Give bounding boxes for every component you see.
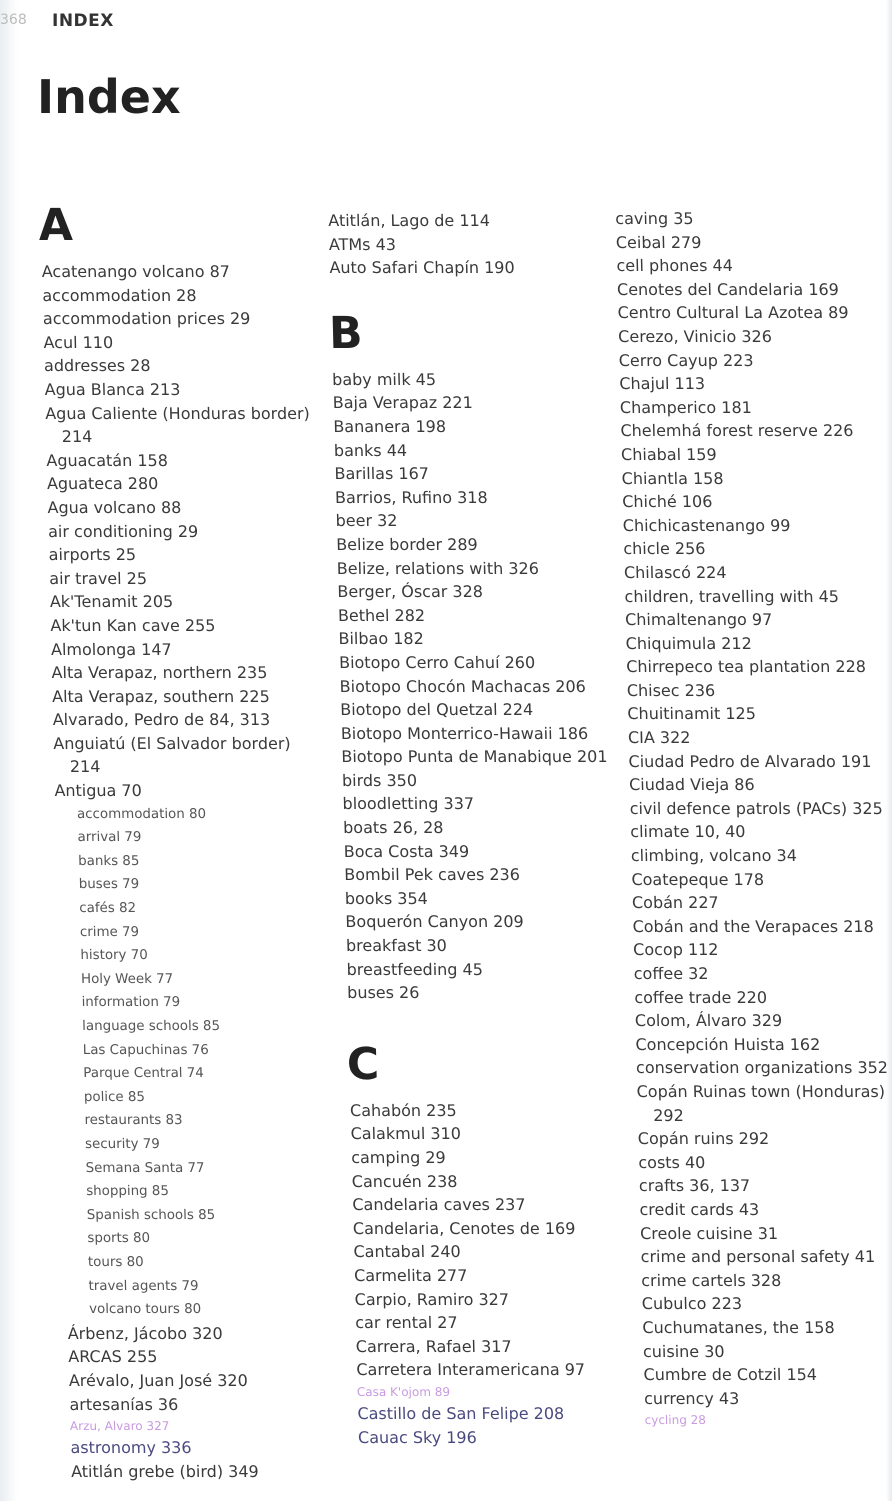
index-entry: coffee trade 220 [634,987,768,1007]
index-entry: Carmelita 277 [353,1265,468,1285]
index-subentry: cafés 82 [79,901,137,917]
index-entry: Aguateca 280 [46,474,159,494]
index-entry: Arévalo, Juan José 320 [68,1370,248,1390]
index-entry: air travel 25 [49,568,148,588]
index-entry: birds 350 [341,770,418,790]
page-gutter-shadow [0,0,18,1501]
index-entry: Ciudad Vieja 86 [628,775,755,795]
index-entry: Belize border 289 [335,534,478,554]
index-entry: Auto Safari Chapín 190 [329,258,515,278]
index-entry: Barillas 167 [334,464,430,484]
index-entry: Biotopo Monterrico-Hawaii 186 [340,723,589,743]
index-entry: Cauac Sky 196 [357,1427,477,1447]
index-entry: children, travelling with 45 [624,586,840,606]
index-entry: Cobán 227 [631,893,719,913]
index-entry: cycling 28 [644,1413,707,1428]
index-entry-list [350,1099,629,1449]
index-entry: Cumbre de Cotzil 154 [643,1365,818,1385]
index-subentry: shopping 85 [86,1184,170,1200]
index-entry: Chuitinamit 125 [627,704,757,724]
index-entry: Copán ruins 292 [637,1129,770,1149]
page-title: Index [37,70,181,124]
index-subentry: sports 80 [87,1231,151,1247]
letter-heading-b: B [328,307,364,359]
index-entry: cuisine 30 [642,1341,725,1361]
index-entry: Barrios, Rufino 318 [334,487,488,507]
index-entry: Chimaltenango 97 [624,610,773,630]
index-entry: Ak'tun Kan cave 255 [50,615,216,635]
index-subentry: history 70 [80,948,149,964]
index-entry: Biotopo del Quetzal 224 [340,700,534,720]
index-entry: Carretera Interamericana 97 [356,1360,586,1380]
index-entry: artesanías 36 [69,1394,179,1414]
index-entry: Cocop 112 [632,940,719,960]
index-subentry: accommodation 80 [76,806,207,822]
index-entry: Atitlán grebe (bird) 349 [70,1461,259,1481]
index-entry: Chichicastenango 99 [622,515,791,535]
index-entry: Chirrepeco tea plantation 228 [626,657,867,677]
index-entry: Carrera, Rafael 317 [355,1336,512,1356]
running-head: INDEX [52,11,114,31]
index-entry: air conditioning 29 [47,521,199,541]
letter-heading-a: A [38,200,74,251]
index-entry: Antigua 70 [54,781,143,801]
index-entry: Carpio, Ramiro 327 [354,1289,510,1309]
index-subentry: tours 80 [87,1254,144,1270]
index-entry: Candelaria, Cenotes de 169 [352,1218,576,1238]
index-entry: Acul 110 [43,332,114,352]
index-entry: chicle 256 [623,539,706,559]
index-entry: crafts 36, 137 [638,1176,751,1196]
index-entry: Creole cuisine 31 [639,1223,779,1243]
index-entry: crime and personal safety 41 [640,1247,876,1267]
index-entry: camping 29 [350,1148,446,1167]
index-entry: crime cartels 328 [640,1270,782,1290]
index-entry: Bilbao 182 [338,629,424,649]
index-subentry: travel agents 79 [88,1278,199,1294]
index-entry: climate 10, 40 [630,822,746,842]
index-entry: Biotopo Punta de Manabique 201 [341,747,608,767]
index-entry: Bananera 198 [333,416,447,436]
index-entry: coffee 32 [633,964,709,983]
index-entry: Casa K'ojom 89 [356,1384,451,1399]
index-entry: Concepción Huista 162 [635,1034,821,1054]
index-subentry: buses 79 [78,877,140,893]
index-entry: ARCAS 255 [68,1347,158,1367]
index-subentry: Spanish schools 85 [86,1207,216,1223]
index-subentry: Semana Santa 77 [85,1160,205,1176]
index-entry: car rental 27 [354,1313,458,1333]
index-entry: Ceibal 279 [615,232,702,252]
index-entry: beer 32 [335,511,398,531]
index-column-3 [615,207,892,1430]
index-subentry: Las Capuchinas 76 [82,1042,209,1058]
index-entry: Colom, Álvaro 329 [634,1011,783,1031]
index-entry: bloodletting 337 [342,794,475,814]
index-entry: Belize, relations with 326 [336,558,540,578]
index-entry: airports 25 [48,545,137,565]
index-subentry: Parque Central 74 [83,1066,205,1082]
index-entry: breakfast 30 [345,936,448,956]
index-entry: Castillo de San Felipe 208 [357,1403,565,1423]
index-entry: Aguacatán 158 [46,450,169,470]
index-entry: accommodation prices 29 [42,309,251,329]
index-entry: Cahabón 235 [349,1100,457,1120]
index-entry: Chilascó 224 [623,562,727,582]
index-subentry: banks 85 [77,853,140,869]
index-entry: Agua volcano 88 [47,497,182,517]
index-entry: Ak'Tenamit 205 [49,592,174,612]
index-entry: Alvarado, Pedro de 84, 313 [52,710,271,730]
index-entry: Chiantla 158 [621,468,724,488]
index-entry: Atitlán, Lago de 114 [328,211,491,230]
index-entry: Chiquimula 212 [625,633,753,653]
index-entry: banks 44 [333,440,408,460]
index-subentry: arrival 79 [77,830,142,846]
index-entry: Almolonga 147 [50,639,172,659]
index-entry: cell phones 44 [616,256,734,276]
index-entry: Boca Costa 349 [343,841,470,861]
index-entry: Arzu, Alvaro 327 [69,1419,170,1434]
index-entry: Cenotes del Candelaria 169 [616,279,840,299]
index-entry: Chisec 236 [626,680,716,700]
index-entry: Coatepeque 178 [631,869,765,889]
index-column-2 [328,209,628,1449]
index-entry: Bethel 282 [337,605,426,625]
index-entry: civil defence patrols (PACs) 325 [629,798,883,818]
index-entry: Chiabal 159 [620,444,717,464]
index-entry: Cerro Cayup 223 [618,350,754,370]
index-entry: boats 26, 28 [342,818,444,838]
index-column-1 [40,200,341,1483]
index-entry: baby milk 45 [331,369,437,389]
index-entry: Boquerón Canyon 209 [345,912,524,932]
index-entry: Cobán and the Verapaces 218 [632,916,874,936]
index-entry: Candelaria caves 237 [352,1195,526,1215]
index-entry: ATMs 43 [328,234,397,254]
index-entry: Cancuén 238 [351,1171,458,1191]
index-entry-list [615,207,892,1430]
page-number: 368 [0,12,27,28]
index-entry: Calakmul 310 [350,1124,462,1144]
index-entry: Baja Verapaz 221 [332,393,474,413]
index-entry-list [328,209,600,280]
index-entry-list [41,260,341,1483]
index-subentry: information 79 [81,995,181,1011]
index-entry: Agua Blanca 213 [44,379,181,399]
index-entry: conservation organizations 352 [635,1058,889,1078]
index-entry: Chelemhá forest reserve 226 [620,421,854,441]
index-entry: credit cards 43 [639,1199,760,1219]
index-entry: caving 35 [615,209,694,228]
letter-heading-c: C [346,1038,380,1090]
index-subentry: security 79 [84,1136,161,1152]
index-entry: Berger, Óscar 328 [337,582,484,602]
index-entry: Árbenz, Jácobo 320 [67,1323,223,1343]
index-entry: breastfeeding 45 [346,959,484,979]
index-subentry: restaurants 83 [84,1113,183,1129]
index-entry: Alta Verapaz, northern 235 [51,663,268,683]
index-entry: Biotopo Chocón Machacas 206 [339,676,587,696]
index-entry: CIA 322 [627,728,691,748]
index-entry: books 354 [344,888,429,908]
index-entry: Cubulco 223 [641,1294,743,1314]
index-entry: Cuchumatanes, the 158 [642,1317,835,1337]
index-entry: accommodation 28 [42,285,197,305]
index-subentry: crime 79 [79,924,140,940]
index-entry: Copán Ruinas town (Honduras) 292 [636,1081,886,1125]
index-entry: Chajul 113 [619,374,706,394]
index-entry: Champerico 181 [619,397,753,417]
index-entry: buses 26 [346,983,420,1003]
index-entry: Alta Verapaz, southern 225 [51,686,270,706]
index-entry-list [332,368,618,1005]
index-subentry: volcano tours 80 [88,1302,202,1318]
index-entry: climbing, volcano 34 [630,846,798,866]
index-entry: Cerezo, Vinicio 326 [617,326,773,346]
index-entry: currency 43 [643,1388,740,1408]
index-entry: astronomy 336 [70,1438,192,1458]
index-entry: Cantabal 240 [353,1242,461,1262]
index-entry: Chiché 106 [621,492,713,512]
index-entry: Ciudad Pedro de Alvarado 191 [628,751,872,771]
index-subentry: language schools 85 [82,1019,221,1034]
index-entry: Bombil Pek caves 236 [344,865,521,885]
index-entry: Biotopo Cerro Cahuí 260 [338,652,536,672]
index-subentry: Holy Week 77 [80,971,174,987]
index-entry: Agua Caliente (Honduras border) 214 [44,403,311,447]
index-entry: Centro Cultural La Azotea 89 [617,303,849,323]
index-subentry: police 85 [83,1089,146,1105]
index-entry: Acatenango volcano 87 [41,262,231,281]
index-entry: addresses 28 [43,356,151,376]
index-entry: Anguiatú (El Salvador border) 214 [53,733,291,777]
index-entry: costs 40 [638,1152,706,1172]
